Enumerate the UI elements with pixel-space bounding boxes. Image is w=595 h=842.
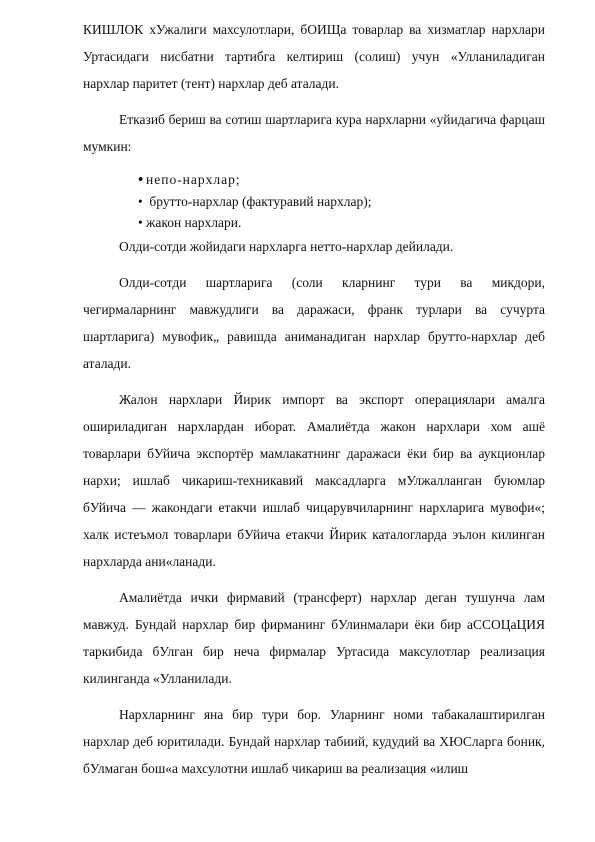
bullet-icon: • [138, 172, 145, 188]
list-item [138, 191, 545, 212]
list-item-label: жакон нархлари. [146, 215, 242, 230]
paragraph-transfer-prices: Амалиётда ички фирмавий (трансферт) нархлар деган тушунча лам мавжуд. Бундай нархлар бир фирманинг бУлинмалари ёки бир аССОЦаЦИЯ таркибида бУлган бир неча фирмалар Уртасида максулотлар реализация килинганда «Улланилади. [83, 590, 545, 686]
list-item-label: непо-нархлар; [146, 172, 241, 187]
bullet-icon: • [138, 194, 143, 209]
list-item [138, 169, 545, 191]
paragraph-differentiated-prices: Нархларнинг яна бир тури бор. Уларнинг номи табакалаштирилган нархлар деб юритилади. Бундай нархлар табиий, кудудий ва ХЮСларга боник, бУлмаган бош«а махсулотни ишлаб чикариш ва реализация «илиш [83, 707, 545, 776]
list-item-label: брутто-нархлар (фактуравий нархлар); [149, 194, 372, 209]
paragraph-parity-prices: КИШЛОК хУжалиги махсулотлари, бОИЩа товарлар ва хизматлар нархлари Уртасидаги нисбатни тартибга келтириш (солиш) учун «Улланиладиган нархлар паритет (тент) нархлар деб аталади. [83, 22, 545, 91]
document-page [83, 16, 545, 782]
list-item [138, 212, 545, 233]
bullet-icon: • [138, 215, 143, 230]
price-types-list [83, 169, 545, 233]
paragraph-brutto-prices: Олди-сотди шартларига (соли кларнинг тури ва микдори, чегирмаларнинг мавжудлиги ва даражаси, франк турлари ва сучурта шартларига) мувофик„ равишда аниманадиган нархлар брутто-нархлар деб аталади. [83, 275, 545, 371]
paragraph-netto-prices: Олди-сотди жойидаги нархларга нетто-нархлар дейилади. [119, 239, 454, 254]
paragraph-world-prices: Жалон нархлари Йирик импорт ва экспорт операциялари амалга ошириладиган нархлардан иборат. Амалиётда жакон нархлари хом ашё товарлари бУйича экспортёр мамлакатнинг даражаси ёки бир ва аукционлар нархи; ишлаб чикариш-техникавий максадларга мУлжалланган буюмлар бУйича — жакондаги етакчи ишлаб чицарувчиларнинг нархларига мувофи«; халк истеъмол товарлари бУйича етакчи Йирик каталогларда эълон килинган нархларда ани«ланади. [83, 392, 545, 569]
paragraph-price-classification: Етказиб бериш ва сотиш шартларига кура нархларни «уйидагича фарцаш мумкин: [83, 112, 545, 154]
